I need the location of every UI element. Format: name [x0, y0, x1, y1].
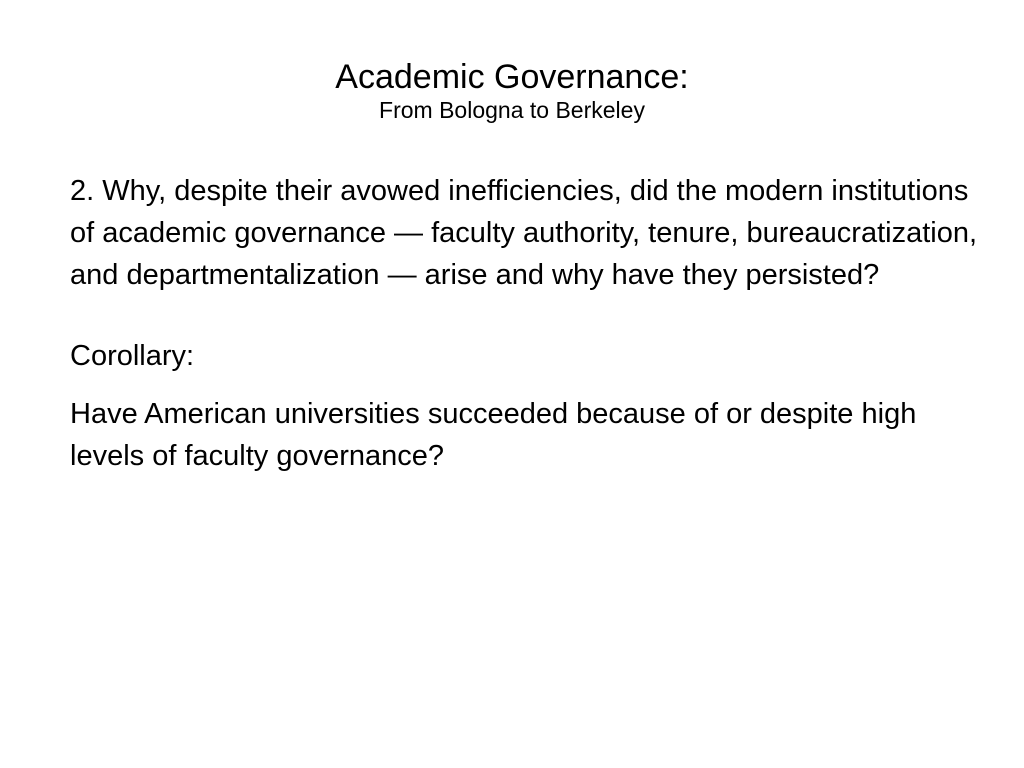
- question-text: 2. Why, despite their avowed inefficiencies, did the modern institutions of academic governance — faculty authority, tenure, bureaucratization, and departmentalization — arise and why have they persisted?: [70, 175, 978, 291]
- title-block: [0, 57, 1024, 123]
- slide-body: [70, 170, 990, 477]
- corollary-label: Corollary:: [70, 340, 195, 372]
- slide-subtitle: From Bologna to Berkeley: [379, 97, 645, 123]
- corollary-text: Have American universities succeeded because of or despite high levels of faculty governance?: [70, 398, 917, 472]
- slide-title: Academic Governance:: [335, 58, 689, 96]
